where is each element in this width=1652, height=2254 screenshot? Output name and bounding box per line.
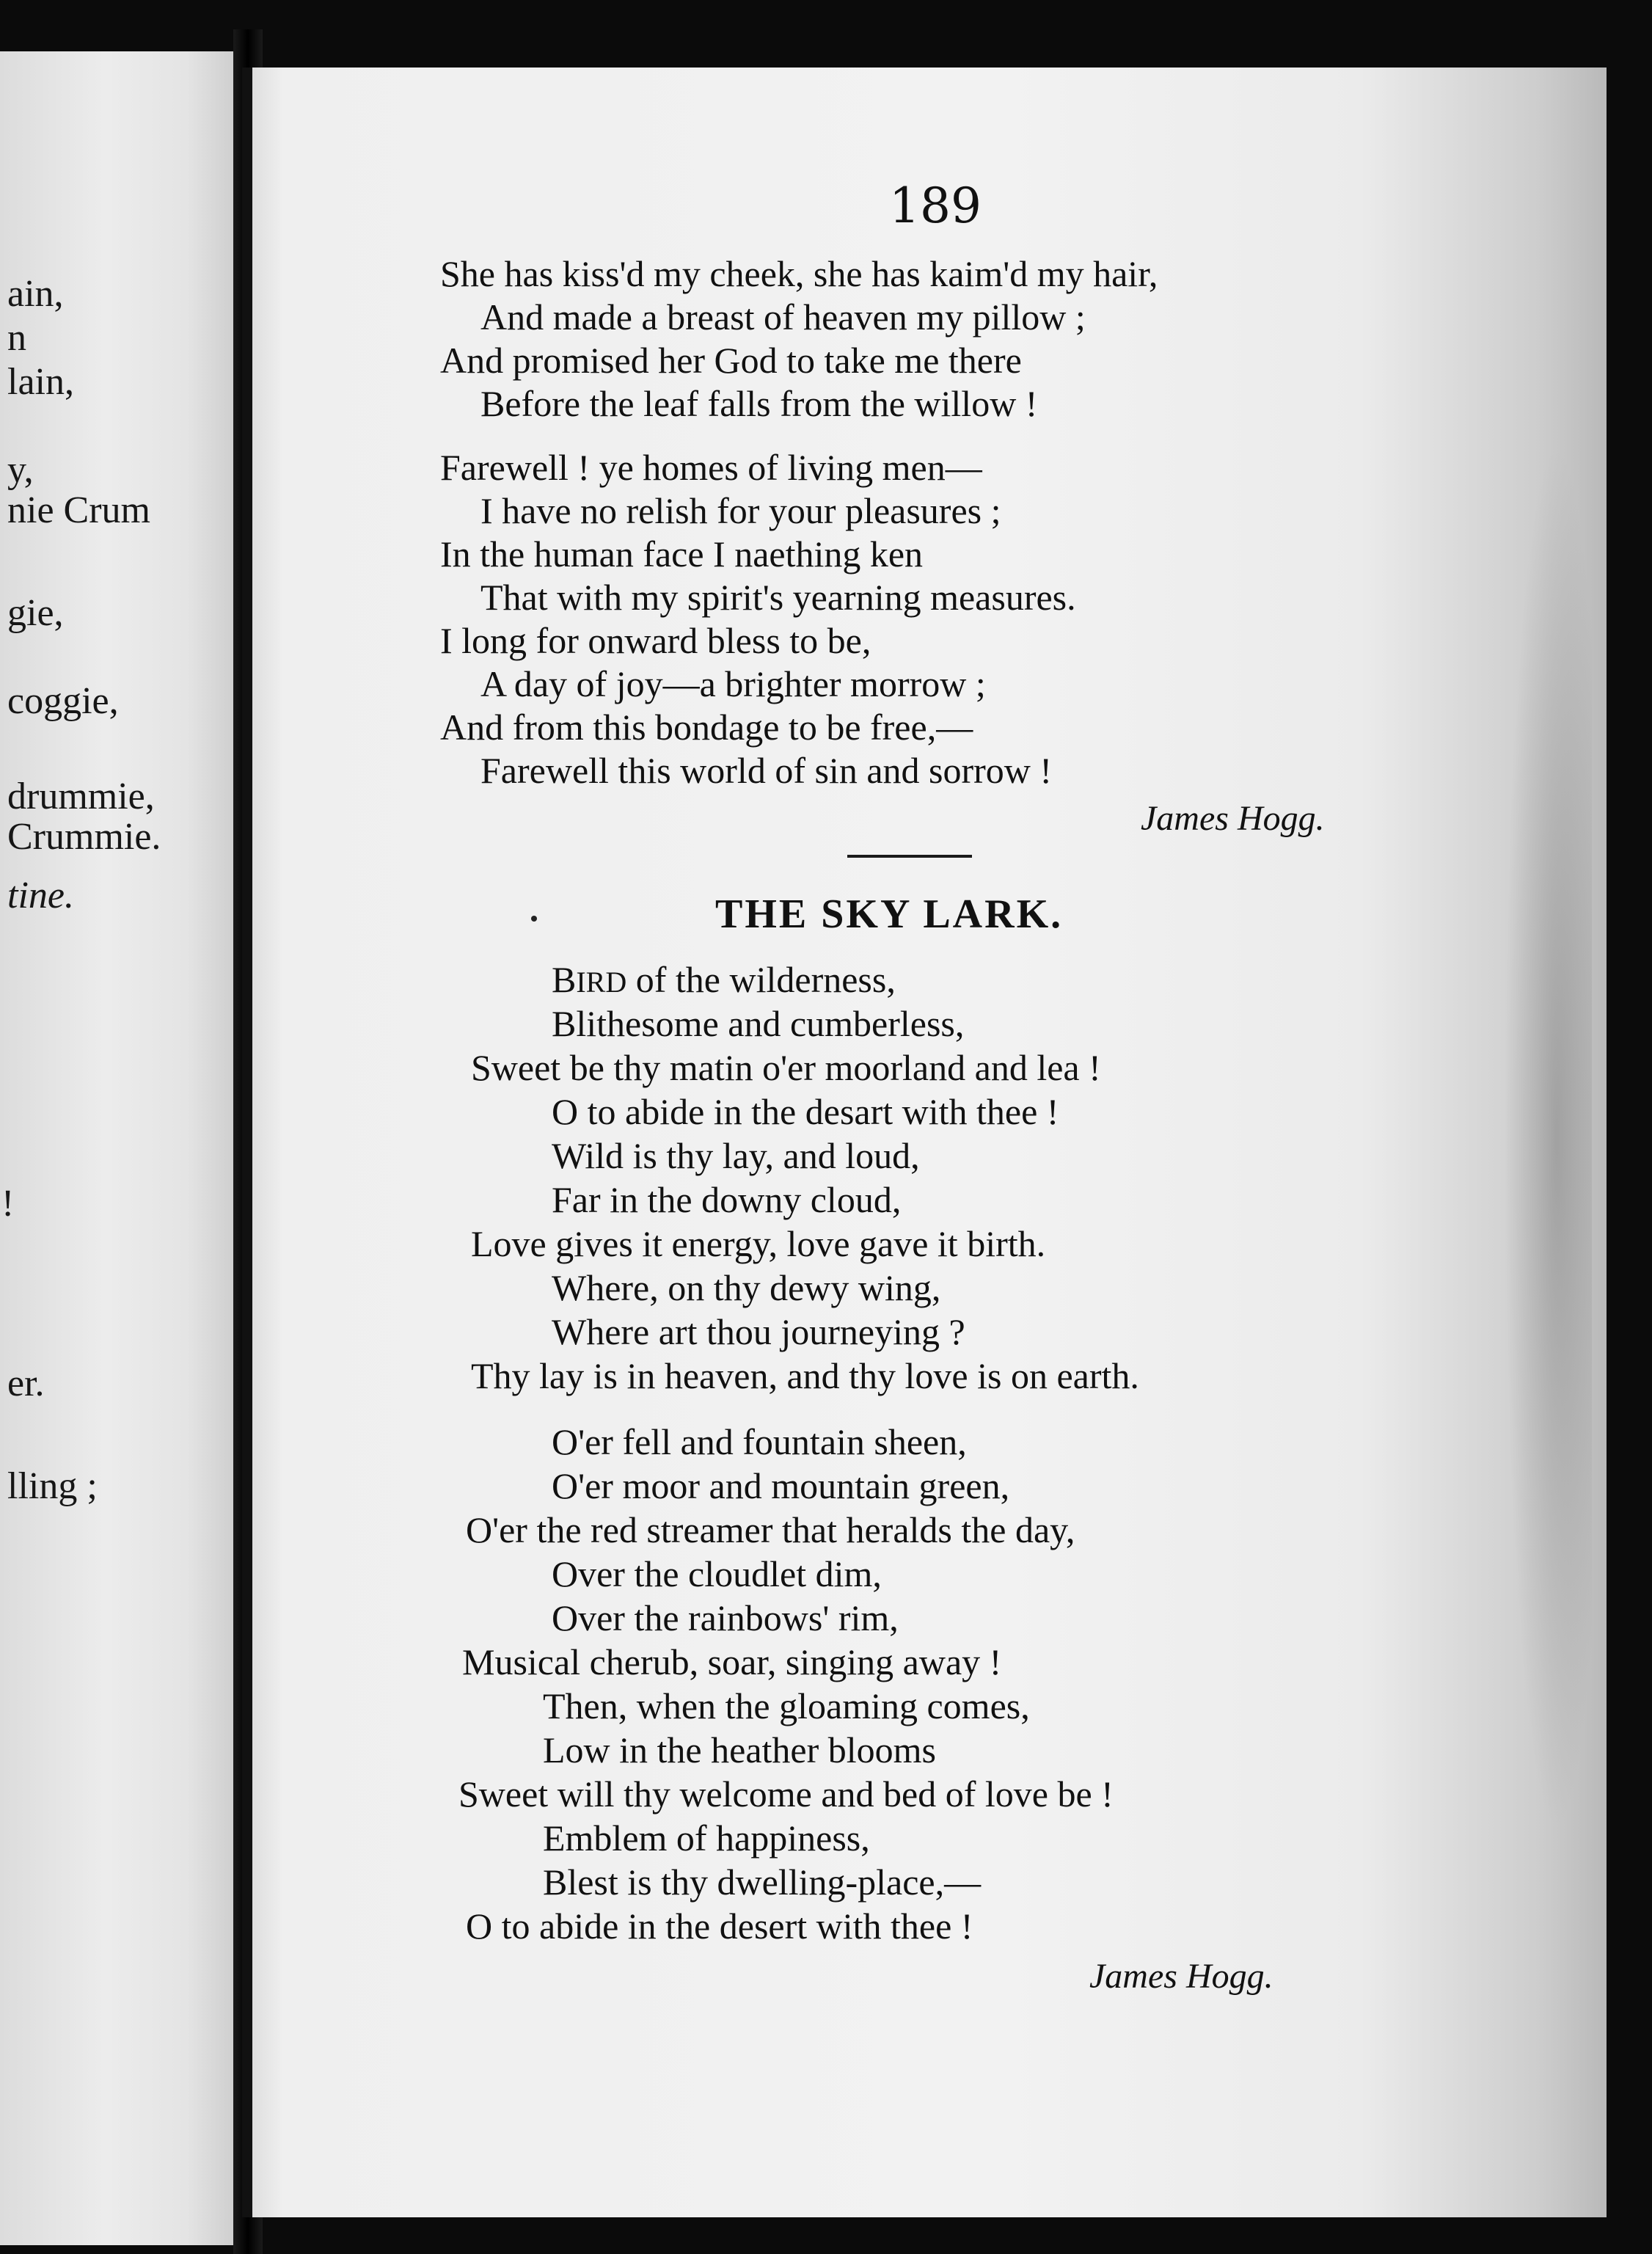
page-number: 189 <box>889 178 982 234</box>
left-fragment: lling ; <box>7 1465 98 1507</box>
small-caps-word: IRD <box>576 966 627 999</box>
poem-attribution: James Hogg. <box>1141 799 1325 838</box>
poem-line: Over the cloudlet dim, <box>552 1553 882 1594</box>
left-facing-page <box>0 51 233 2245</box>
first-line-rest: of the wilderness, <box>626 959 896 1000</box>
poem-line: O to abide in the desert with thee ! <box>466 1905 973 1947</box>
print-speck <box>531 916 537 922</box>
poem-line: And from this bondage to be free,— <box>440 707 973 748</box>
poem-line: Far in the downy cloud, <box>552 1179 902 1220</box>
poem-line: Sweet will thy welcome and bed of love be ! <box>458 1773 1114 1814</box>
poem-line: Over the rainbows' rim, <box>552 1597 899 1638</box>
poem-line: I long for onward bless to be, <box>440 620 871 661</box>
poem-line: Where art thou journeying ? <box>552 1311 965 1352</box>
poem-line: That with my spirit's yearning measures. <box>480 577 1076 618</box>
left-fragment: drummie, <box>7 776 155 817</box>
drop-capital: B <box>552 959 577 1000</box>
poem-line: O'er fell and fountain sheen, <box>552 1421 967 1462</box>
poem-line: And promised her God to take me there <box>440 340 1022 381</box>
poem-line: Wild is thy lay, and loud, <box>552 1135 920 1176</box>
poem-line: Love gives it energy, love gave it birth. <box>471 1223 1046 1264</box>
left-fragment: ain, <box>7 273 64 315</box>
poem-line: Blest is thy dwelling-place,— <box>543 1861 982 1903</box>
poem-line: Musical cherub, soar, singing away ! <box>462 1641 1002 1682</box>
left-fragment: gie, <box>7 592 64 634</box>
left-fragment: nie Crum <box>7 489 150 531</box>
poem-line: She has kiss'd my cheek, she has kaim'd my hair, <box>440 253 1158 294</box>
poem-line: And made a breast of heaven my pillow ; <box>480 296 1086 338</box>
left-fragment: Crummie. <box>7 816 161 858</box>
poem-line: Sweet be thy matin o'er moorland and lea ! <box>471 1047 1101 1088</box>
left-fragment: tine. <box>7 875 74 916</box>
poem-line: Farewell this world of sin and sorrow ! <box>480 750 1053 791</box>
poem-title: THE SKY LARK. <box>715 891 1064 937</box>
left-fragment: y, <box>7 449 34 491</box>
poem-line: Thy lay is in heaven, and thy love is on earth. <box>471 1355 1139 1396</box>
left-fragment: lain, <box>7 361 74 403</box>
left-fragment: er. <box>7 1363 45 1404</box>
left-fragment: ! <box>1 1183 15 1225</box>
poem-line <box>552 961 896 998</box>
poem-line: Emblem of happiness, <box>543 1817 870 1859</box>
poem-line: O to abide in the desart with thee ! <box>552 1091 1059 1132</box>
left-fragment: coggie, <box>7 680 119 722</box>
section-divider <box>847 855 972 858</box>
page-spine-edge <box>242 68 252 2217</box>
poem-line: O'er the red streamer that heralds the day, <box>466 1509 1075 1550</box>
poem-line: Low in the heather blooms <box>543 1729 936 1770</box>
poem-line: Blithesome and cumberless, <box>552 1003 965 1044</box>
poem-line: In the human face I naething ken <box>440 533 924 575</box>
poem-line: Then, when the gloaming comes, <box>543 1685 1030 1726</box>
left-fragment: n <box>7 317 26 359</box>
poem-line: I have no relish for your pleasures ; <box>480 490 1001 531</box>
poem-line: Where, on thy dewy wing, <box>552 1267 941 1308</box>
poem-line: Farewell ! ye homes of living men— <box>440 447 982 488</box>
poem-line: O'er moor and mountain green, <box>552 1465 1010 1506</box>
poem-line: Before the leaf falls from the willow ! <box>480 383 1038 424</box>
page-stain <box>1504 440 1592 1834</box>
poem-line: A day of joy—a brighter morrow ; <box>480 663 986 704</box>
poem-attribution: James Hogg. <box>1089 1957 1273 1996</box>
